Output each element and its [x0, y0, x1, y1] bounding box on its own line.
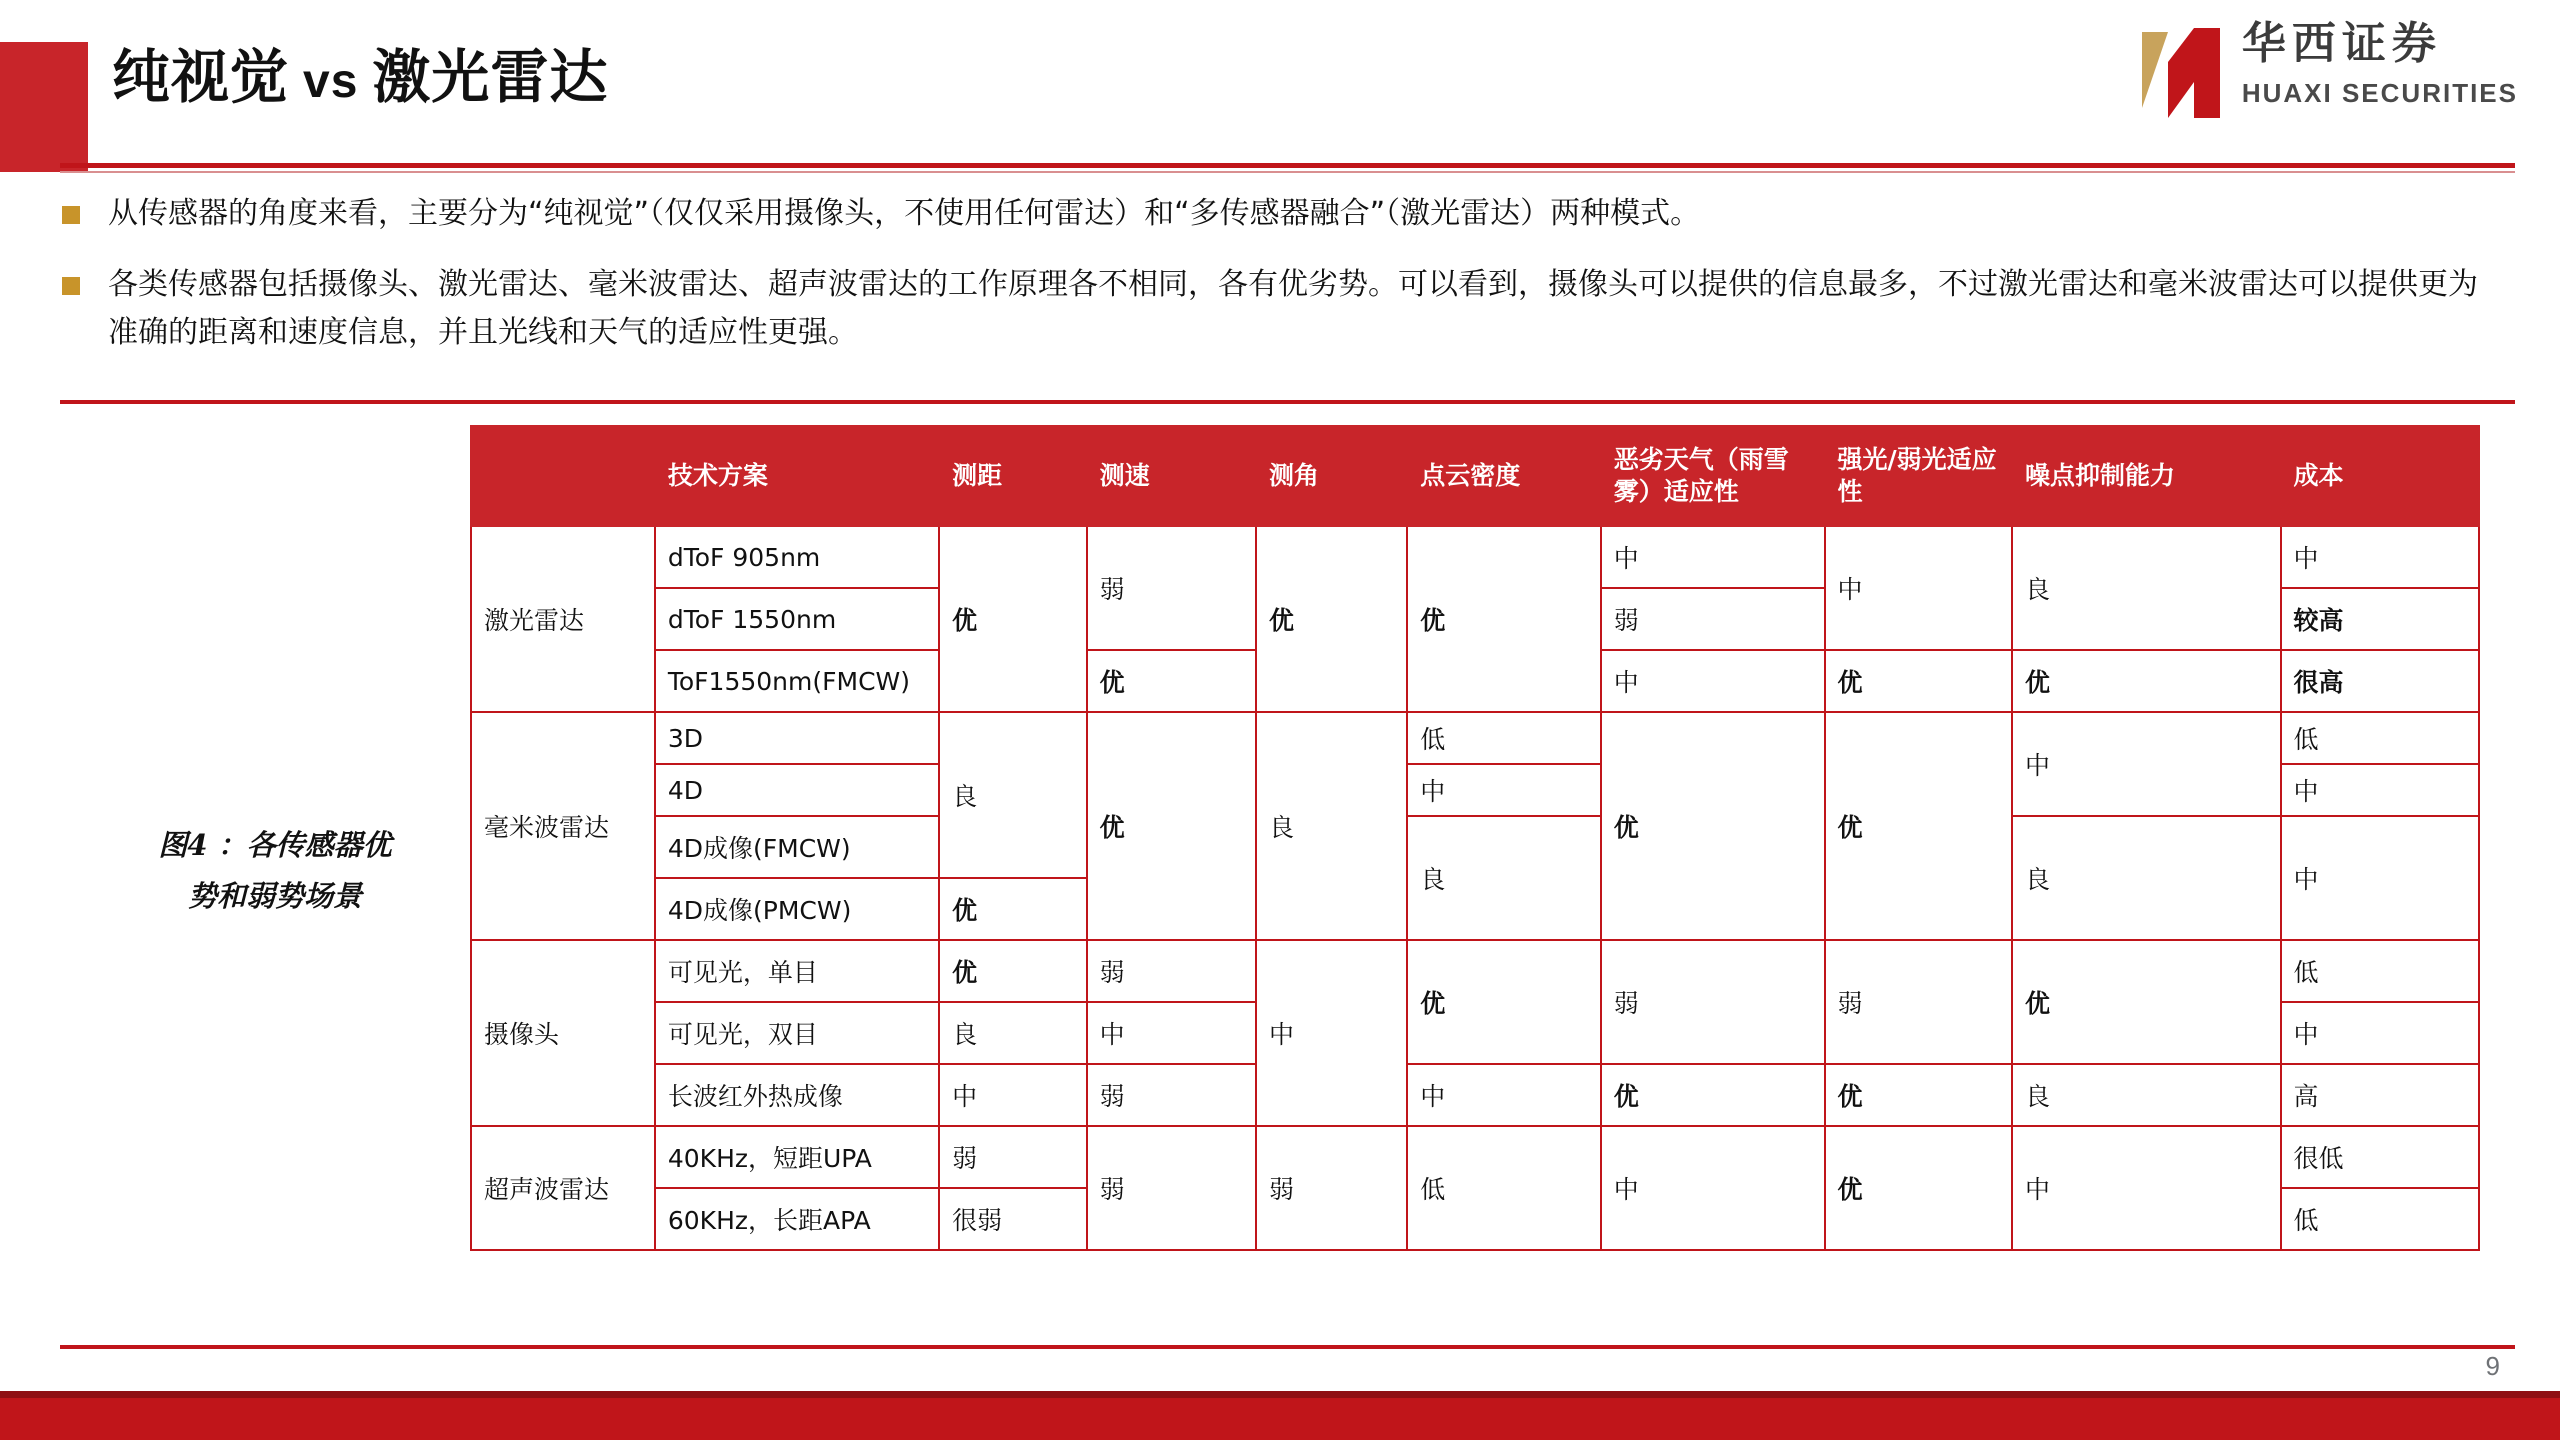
bullet-item — [62, 190, 2512, 239]
logo-english-name: HUAXI SECURITIES — [2241, 78, 2518, 108]
group-label-mmwave: 毫米波雷达 — [471, 712, 655, 940]
density-cell: 优 — [1407, 940, 1601, 1064]
density-cell: 优 — [1407, 526, 1601, 712]
tech-cell: dToF 1550nm — [655, 588, 939, 650]
th-angle: 测角 — [1256, 426, 1407, 526]
section-divider-top — [60, 400, 2515, 404]
footer-bar — [0, 1398, 2560, 1440]
range-cell: 优 — [939, 940, 1087, 1002]
cost-cell: 中 — [2281, 1002, 2479, 1064]
page-title-main: 纯视觉 — [112, 45, 290, 110]
noise-cell: 中 — [2012, 1126, 2281, 1250]
range-cell: 优 — [939, 526, 1087, 712]
speed-cell: 弱 — [1087, 940, 1256, 1002]
th-range: 测距 — [939, 426, 1087, 526]
angle-cell: 中 — [1256, 940, 1407, 1126]
table-row — [471, 712, 2479, 764]
section-divider-bottom — [60, 1345, 2515, 1349]
header-rule-thick — [60, 163, 2515, 168]
bullet-text: 各类传感器包括摄像头、激光雷达、毫米波雷达、超声波雷达的工作原理各不相同，各有优劣势。可以看到，摄像头可以提供的信息最多，不过激光雷达和毫米波雷达可以提供更为准确的距离和速度信息，并且光线和天气的适应性更强。 — [108, 266, 2478, 351]
light-cell: 中 — [1825, 526, 2012, 650]
light-cell: 弱 — [1825, 940, 2012, 1064]
bullet-list — [62, 190, 2512, 380]
cost-cell: 中 — [2281, 816, 2479, 940]
th-cost: 成本 — [2281, 426, 2479, 526]
figure-caption-line1: 图4 ：各传感器优 — [158, 828, 392, 862]
weather-cell: 优 — [1601, 1064, 1825, 1126]
cost-cell: 低 — [2281, 712, 2479, 764]
tech-cell: 40KHz，短距UPA — [655, 1126, 939, 1188]
tech-cell: 4D — [655, 764, 939, 816]
tech-cell: 60KHz，长距APA — [655, 1188, 939, 1250]
group-label-ultrasonic: 超声波雷达 — [471, 1126, 655, 1250]
tech-cell: ToF1550nm(FMCW) — [655, 650, 939, 712]
speed-cell: 弱 — [1087, 1064, 1256, 1126]
weather-cell: 中 — [1601, 526, 1825, 588]
cost-cell: 高 — [2281, 1064, 2479, 1126]
noise-cell: 中 — [2012, 712, 2281, 816]
tech-cell: 长波红外热成像 — [655, 1064, 939, 1126]
sensor-comparison-table-wrap — [470, 425, 2480, 1251]
cost-cell: 很低 — [2281, 1126, 2479, 1188]
speed-cell: 优 — [1087, 712, 1256, 940]
angle-cell: 优 — [1256, 526, 1407, 712]
table-row — [471, 1064, 2479, 1126]
th-blank — [471, 426, 655, 526]
cost-cell: 很高 — [2281, 650, 2479, 712]
density-cell: 中 — [1407, 764, 1601, 816]
range-cell: 很弱 — [939, 1188, 1087, 1250]
table-header-row — [471, 426, 2479, 526]
noise-cell: 良 — [2012, 526, 2281, 650]
weather-cell: 弱 — [1601, 940, 1825, 1064]
cost-cell: 中 — [2281, 764, 2479, 816]
figure-caption-line2: 势和弱势场景 — [187, 878, 362, 913]
page-title — [112, 45, 608, 112]
range-cell: 优 — [939, 878, 1087, 940]
density-cell: 中 — [1407, 1064, 1601, 1126]
range-cell: 中 — [939, 1064, 1087, 1126]
light-cell: 优 — [1825, 1126, 2012, 1250]
table-row — [471, 1126, 2479, 1188]
footer-bar-dark — [0, 1391, 2560, 1398]
table-row — [471, 940, 2479, 1002]
header-rule-thin — [60, 171, 2515, 173]
tech-cell: 3D — [655, 712, 939, 764]
sensor-comparison-table — [470, 425, 2480, 1251]
weather-cell: 中 — [1601, 650, 1825, 712]
group-label-lidar: 激光雷达 — [471, 526, 655, 712]
light-cell: 优 — [1825, 712, 2012, 940]
header-accent-block — [0, 42, 88, 172]
brand-logo — [2138, 18, 2518, 118]
bullet-item — [62, 261, 2512, 358]
group-label-camera: 摄像头 — [471, 940, 655, 1126]
tech-cell: 4D成像(FMCW) — [655, 816, 939, 878]
table-row — [471, 526, 2479, 588]
range-cell: 良 — [939, 712, 1087, 878]
light-cell: 优 — [1825, 650, 2012, 712]
cost-cell: 中 — [2281, 526, 2479, 588]
speed-cell: 弱 — [1087, 526, 1256, 650]
speed-cell: 中 — [1087, 1002, 1256, 1064]
cost-cell: 低 — [2281, 940, 2479, 1002]
noise-cell: 良 — [2012, 816, 2281, 940]
speed-cell: 优 — [1087, 650, 1256, 712]
density-cell: 良 — [1407, 816, 1601, 940]
tech-cell: 可见光，单目 — [655, 940, 939, 1002]
tech-cell: 可见光，双目 — [655, 1002, 939, 1064]
range-cell: 弱 — [939, 1126, 1087, 1188]
cost-cell: 较高 — [2281, 588, 2479, 650]
th-light: 强光/弱光适应性 — [1825, 426, 2012, 526]
figure-caption — [90, 820, 460, 922]
th-weather: 恶劣天气（雨雪雾）适应性 — [1601, 426, 1825, 526]
weather-cell: 优 — [1601, 712, 1825, 940]
noise-cell: 优 — [2012, 650, 2281, 712]
huaxi-h-logo-icon — [2138, 22, 2224, 118]
page-title-sub: 激光雷达 — [372, 45, 609, 110]
angle-cell: 弱 — [1256, 1126, 1407, 1250]
weather-cell: 中 — [1601, 1126, 1825, 1250]
page-number: 9 — [2485, 1351, 2500, 1381]
th-tech: 技术方案 — [655, 426, 939, 526]
bullet-square-icon — [62, 206, 80, 224]
bullet-text: 从传感器的角度来看，主要分为“纯视觉”（仅仅采用摄像头，不使用任何雷达）和“多传感器融合”（激光雷达）两种模式。 — [108, 196, 1701, 231]
density-cell: 低 — [1407, 712, 1601, 764]
th-speed: 测速 — [1087, 426, 1256, 526]
noise-cell: 良 — [2012, 1064, 2281, 1126]
th-noise: 噪点抑制能力 — [2012, 426, 2281, 526]
density-cell: 低 — [1407, 1126, 1601, 1250]
bullet-square-icon — [62, 277, 80, 295]
weather-cell: 弱 — [1601, 588, 1825, 650]
table-row — [471, 816, 2479, 878]
light-cell: 优 — [1825, 1064, 2012, 1126]
range-cell: 良 — [939, 1002, 1087, 1064]
th-density: 点云密度 — [1407, 426, 1601, 526]
angle-cell: 良 — [1256, 712, 1407, 940]
cost-cell: 低 — [2281, 1188, 2479, 1250]
logo-chinese-name: 华西证券 — [2241, 18, 2442, 69]
noise-cell: 优 — [2012, 940, 2281, 1064]
tech-cell: dToF 905nm — [655, 526, 939, 588]
page-title-vs: vs — [303, 55, 359, 108]
tech-cell: 4D成像(PMCW) — [655, 878, 939, 940]
speed-cell: 弱 — [1087, 1126, 1256, 1250]
